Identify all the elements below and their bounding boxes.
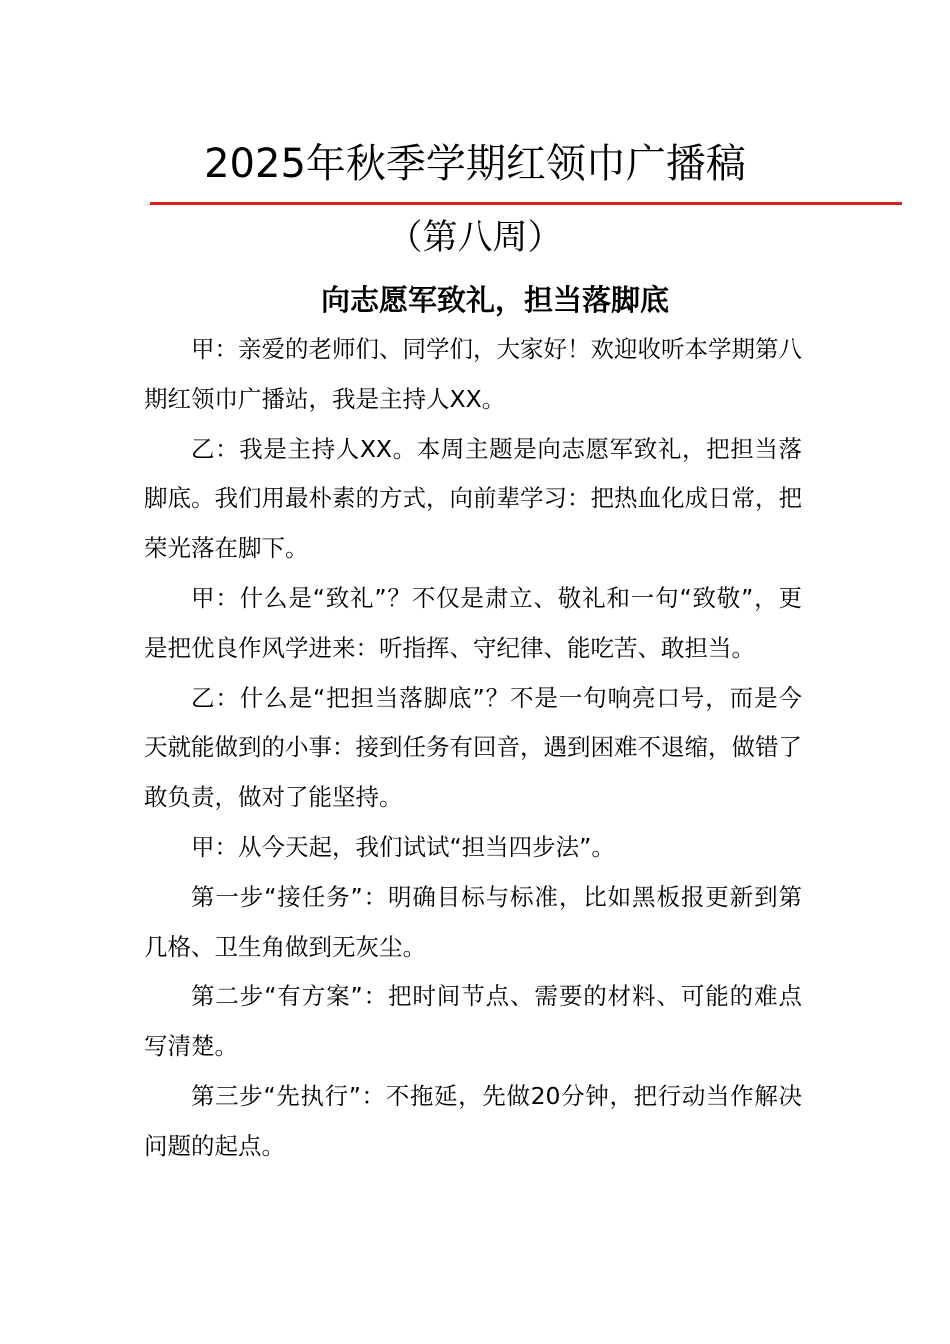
paragraph: 甲：亲爱的老师们、同学们，大家好！欢迎收听本学期第八期红领巾广播站，我是主持人XX。 bbox=[144, 335, 802, 413]
paragraph: 甲：从今天起，我们试试“担当四步法”。 bbox=[191, 832, 615, 861]
section-heading: 向志愿军致礼，担当落脚底 bbox=[320, 283, 669, 317]
document-title: 2025年秋季学期红领巾广播稿 bbox=[204, 141, 746, 187]
paragraph: 乙：什么是“把担当落脚底”？不是一句响亮口号，而是今天就能做到的小事：接到任务有回音，遇到困难不退缩，做错了敢负责，做对了能坚持。 bbox=[144, 683, 802, 812]
title-red-rule bbox=[150, 202, 902, 205]
document-body bbox=[144, 325, 802, 1172]
paragraph: 第一步“接任务”：明确目标与标准，比如黑板报更新到第几格、卫生角做到无灰尘。 bbox=[144, 882, 802, 961]
paragraph: 第三步“先执行”：不拖延，先做20分钟，把行动当作解决问题的起点。 bbox=[144, 1081, 802, 1160]
paragraph: 乙：我是主持人XX。本周主题是向志愿军致礼，把担当落脚底。我们用最朴素的方式，向前辈学习：把热血化成日常，把荣光落在脚下。 bbox=[144, 434, 802, 563]
document-subtitle: （第八周） bbox=[387, 218, 563, 258]
paragraph: 甲：什么是“致礼”？不仅是肃立、敬礼和一句“致敬”，更是把优良作风学进来：听指挥、守纪律、能吃苦、敢担当。 bbox=[144, 583, 802, 662]
paragraph: 第二步“有方案”：把时间节点、需要的材料、可能的难点写清楚。 bbox=[144, 982, 802, 1061]
